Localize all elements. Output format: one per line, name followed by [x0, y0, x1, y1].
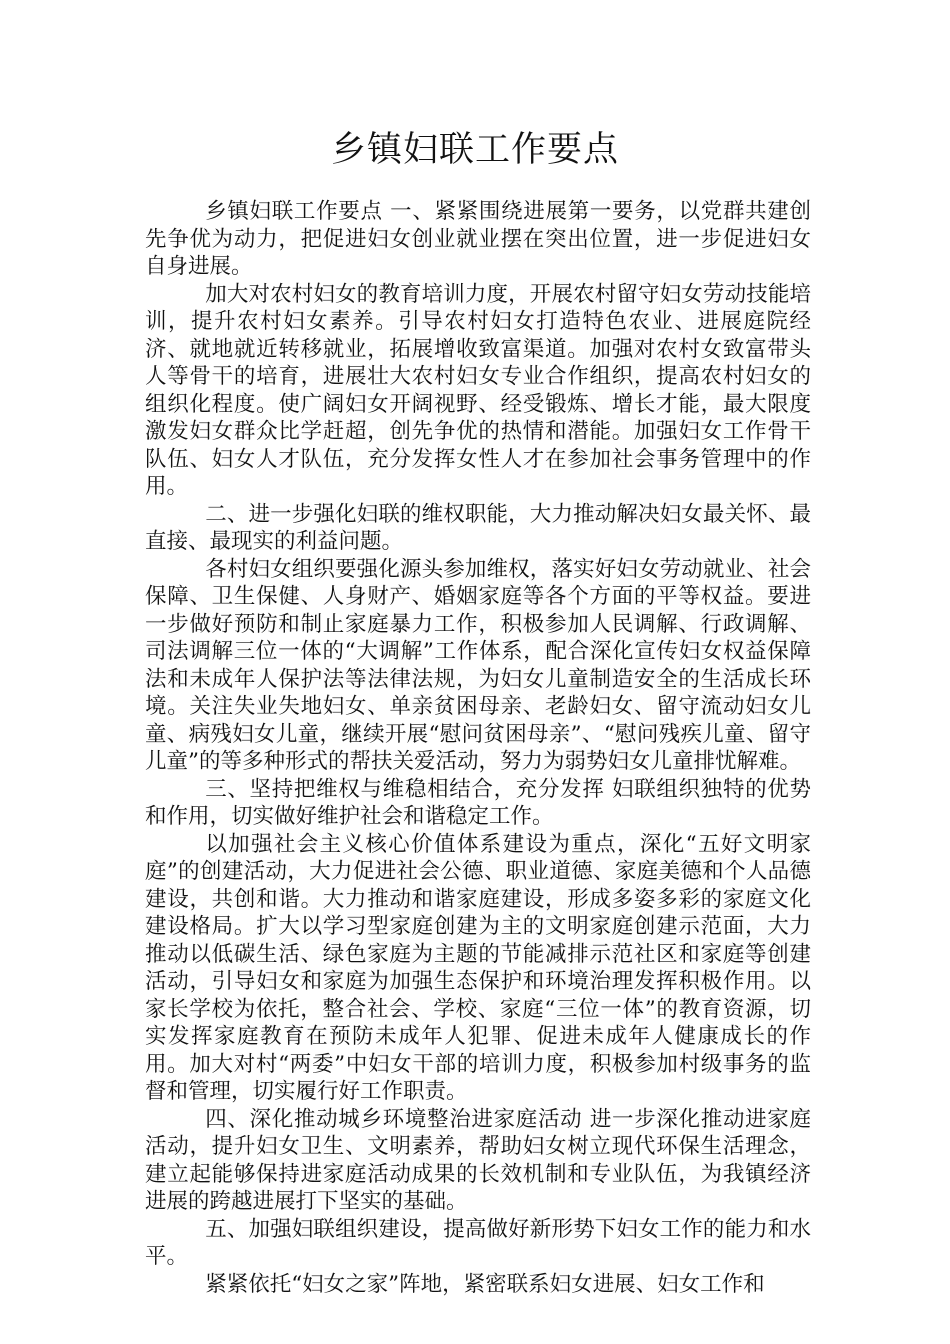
paragraph-3: 二、进一步强化妇联的维权职能，大力推动解决妇女最关怀、最直接、最现实的利益问题。: [145, 501, 811, 554]
paragraph-9: 紧紧依托“妇女之家”阵地，紧密联系妇女进展、妇女工作和: [205, 1271, 765, 1297]
paragraph-2: 加大对农村妇女的教育培训力度，开展农村留守妇女劳动技能培训，提升农村妇女素养。引导农村妇女打造特色农业、进展庭院经济、就地就近转移就业，拓展增收致富渠道。加强对农村女致富带头人等骨干的培育，进展壮大农村妇女专业合作组织，提高农村妇女的组织化程度。使广阔妇女开阔视野、经受锻炼、增长才能，最大限度激发妇女群众比学赶超，创先争优的热情和潜能。加强妇女工作骨干队伍、妇女人才队伍，充分发挥女性人才在参加社会事务管理中的作用。: [145, 281, 811, 499]
document-title: 乡镇妇联工作要点: [330, 130, 619, 170]
paragraph-7: 四、深化推动城乡环境整治进家庭活动 进一步深化推动进家庭活动，提升妇女卫生、文明素养，帮助妇女树立现代环保生活理念，建立起能够保持进家庭活动成果的长效机制和专业队伍，为我镇经济进展的跨越进展打下坚实的基础。: [145, 1106, 811, 1214]
paragraph-4: 各村妇女组织要强化源头参加维权，落实好妇女劳动就业、社会保障、卫生保健、人身财产、婚姻家庭等各个方面的平等权益。要进一步做好预防和制止家庭暴力工作，积极参加人民调解、行政调解、司法调解三位一体的“大调解”工作体系，配合深化宣传妇女权益保障法和未成年人保护法等法律法规，为妇女儿童制造安全的生活成长环境。关注失业失地妇女、单亲贫困母亲、老龄妇女、留守流动妇女儿童、病残妇女儿童，继续开展“慰问贫困母亲”、“慰问残疾儿童、留守儿童”的等多种形式的帮扶关爱活动，努力为弱势妇女儿童排忧解难。: [145, 556, 811, 774]
paragraph-8: 五、加强妇联组织建设，提高做好新形势下妇女工作的能力和水平。: [145, 1216, 811, 1269]
paragraph-1: 乡镇妇联工作要点 一、紧紧围绕进展第一要务，以党群共建创先争优为动力，把促进妇女创业就业摆在突出位置，进一步促进妇女自身进展。: [145, 199, 811, 279]
document-body: [145, 198, 811, 1298]
paragraph-6: 以加强社会主义核心价值体系建设为重点，深化“五好文明家庭”的创建活动，大力促进社会公德、职业道德、家庭美德和个人品德建设，共创和谐。大力推动和谐家庭建设，形成多姿多彩的家庭文化建设格局。扩大以学习型家庭创建为主的文明家庭创建示范面，大力推动以低碳生活、绿色家庭为主题的节能减排示范社区和家庭等创建活动，引导妇女和家庭为加强生态保护和环境治理发挥积极作用。以家长学校为依托，整合社会、学校、家庭“三位一体”的教育资源，切实发挥家庭教育在预防未成年人犯罪、促进未成年人健康成长的作用。加大对村“两委”中妇女干部的培训力度，积极参加村级事务的监督和管理，切实履行好工作职责。: [145, 831, 811, 1104]
paragraph-5: 三、坚持把维权与维稳相结合，充分发挥 妇联组织独特的优势和作用，切实做好维护社会和谐稳定工作。: [145, 776, 811, 829]
